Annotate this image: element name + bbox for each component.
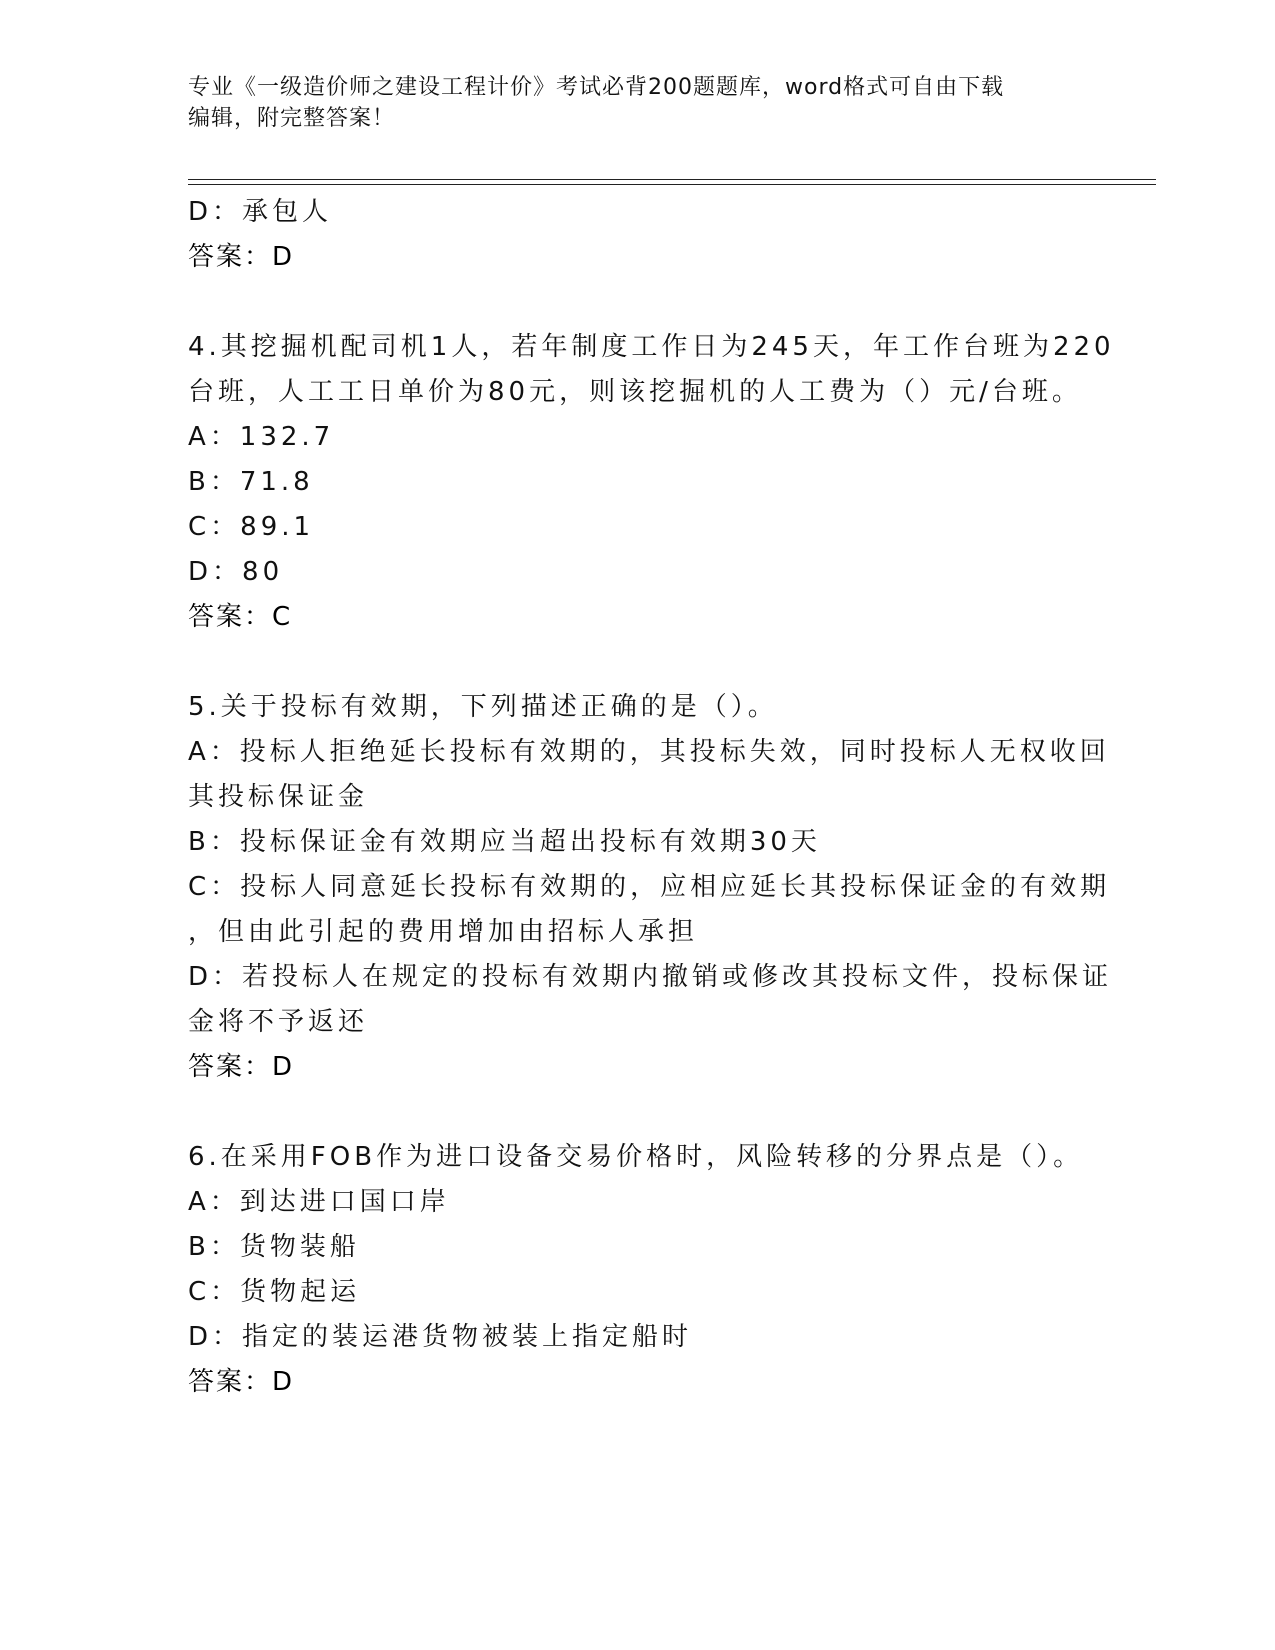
question-3-tail (188, 190, 1088, 280)
q4-answer: 答案：C (188, 602, 293, 632)
header-line-1: 专业《一级造价师之建设工程计价》考试必背200题题库，word格式可自由下载 (188, 75, 1005, 100)
document-body (188, 190, 1115, 1405)
q6-option-a: A：到达进口国口岸 (188, 1187, 450, 1217)
q4-option-b: B：71.8 (188, 467, 314, 497)
q5-option-d-line-1: D：若投标人在规定的投标有效期内撤销或修改其投标文件，投标保证 (188, 962, 1113, 992)
header-rule-top (188, 179, 1156, 180)
q5-stem: 5.关于投标有效期，下列描述正确的是（）。 (188, 692, 778, 722)
question-5 (188, 685, 1113, 1090)
q6-option-b: B：货物装船 (188, 1232, 360, 1262)
q5-option-a-line-2: 其投标保证金 (188, 782, 369, 812)
spacer (188, 280, 1088, 325)
q4-stem-line-2: 台班，人工工日单价为80元，则该挖掘机的人工费为（）元/台班。 (188, 377, 1082, 407)
q6-answer: 答案：D (188, 1367, 295, 1397)
q4-option-a: A：132.7 (188, 422, 335, 452)
spacer (188, 1090, 1088, 1135)
q6-stem: 6.在采用FOB作为进口设备交易价格时，风险转移的分界点是（）。 (188, 1142, 1084, 1172)
q5-option-b: B：投标保证金有效期应当超出投标有效期30天 (188, 827, 821, 857)
question-4 (188, 325, 1115, 640)
q3-answer: 答案：D (188, 242, 295, 272)
header-line-2: 编辑，附完整答案！ (188, 106, 396, 131)
q6-option-c: C：货物起运 (188, 1277, 361, 1307)
page-header (188, 72, 1068, 134)
q4-option-c: C：89.1 (188, 512, 315, 542)
q3-option-d: D：承包人 (188, 197, 333, 227)
q5-answer: 答案：D (188, 1052, 295, 1082)
q5-option-c-line-1: C：投标人同意延长投标有效期的，应相应延长其投标保证金的有效期 (188, 872, 1111, 902)
question-6 (188, 1135, 1088, 1405)
spacer (188, 640, 1088, 685)
q4-stem-line-1: 4.其挖掘机配司机1人，若年制度工作日为245天，年工作台班为220 (188, 332, 1115, 362)
q5-option-a-line-1: A：投标人拒绝延长投标有效期的，其投标失效，同时投标人无权收回 (188, 737, 1110, 767)
header-rule-bottom (188, 184, 1156, 185)
q5-option-c-line-2: ，但由此引起的费用增加由招标人承担 (188, 917, 699, 947)
q5-option-d-line-2: 金将不予返还 (188, 1007, 369, 1037)
q4-option-d: D：80 (188, 557, 284, 587)
q6-option-d: D：指定的装运港货物被装上指定船时 (188, 1322, 693, 1352)
